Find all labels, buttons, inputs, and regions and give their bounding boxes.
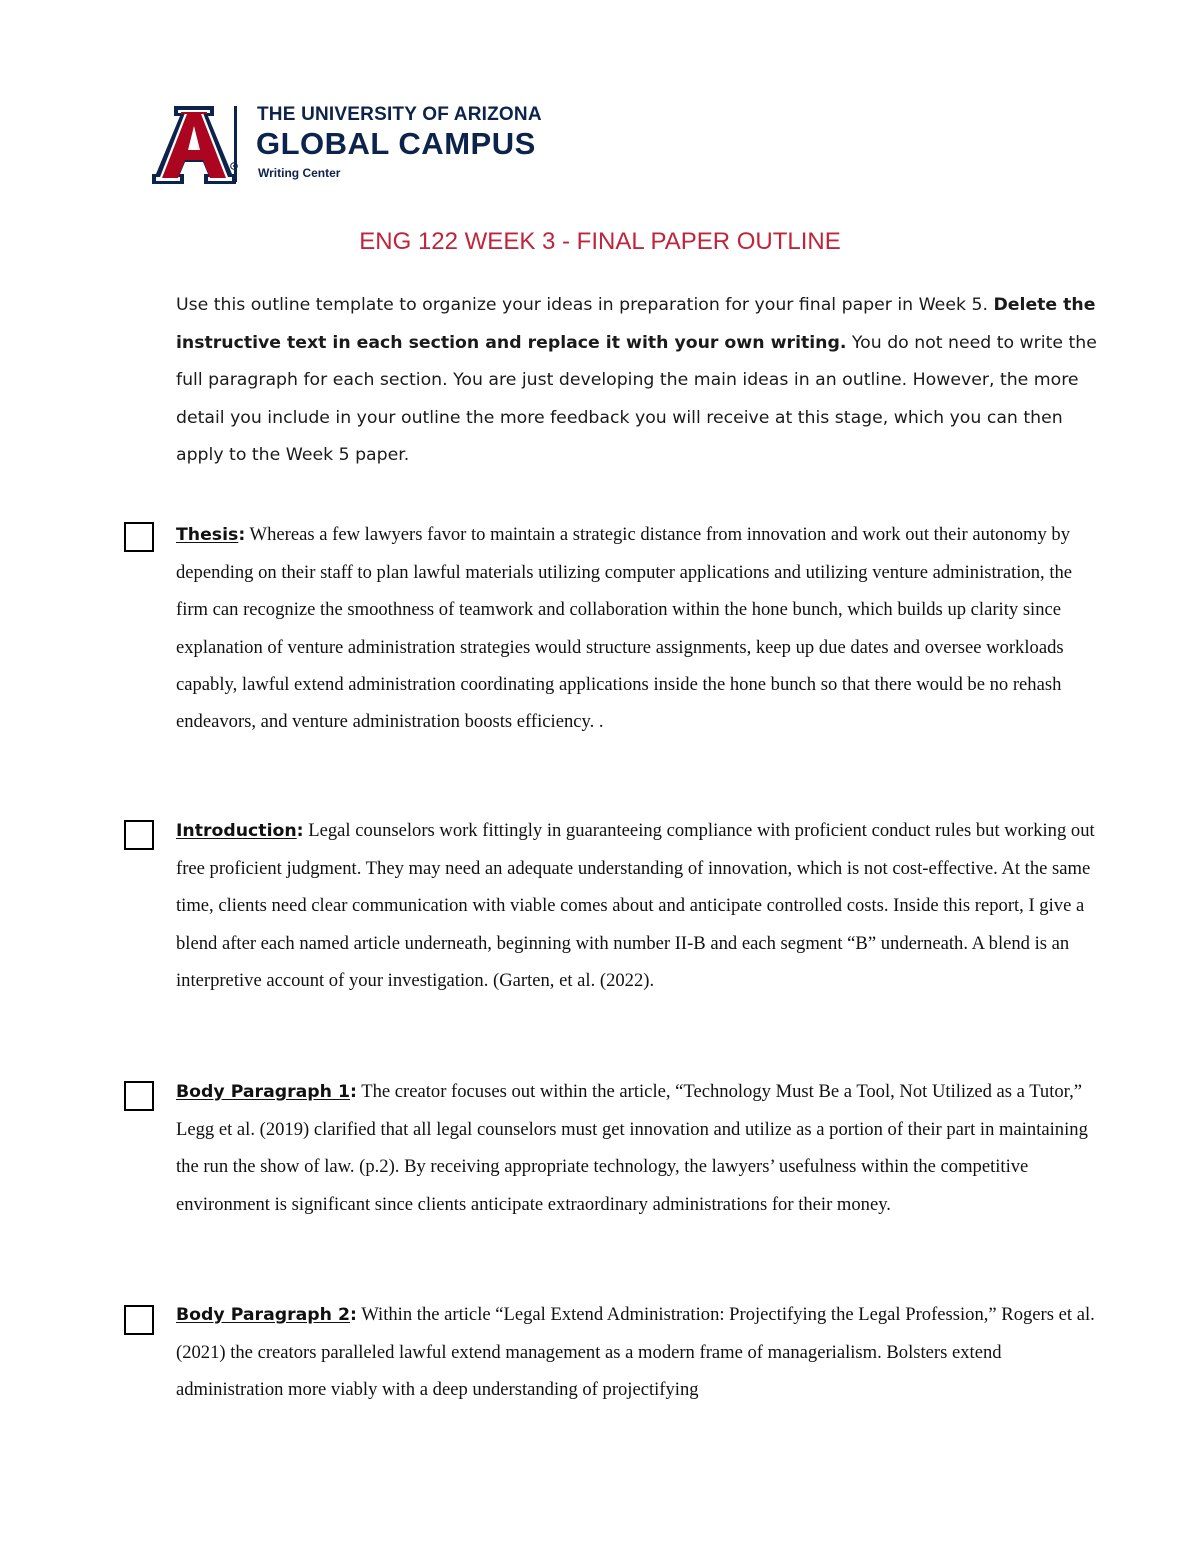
- instructions-bold: Delete the instructive text in each section and replace it with your own writing.: [176, 295, 1096, 353]
- thesis-section: [176, 516, 1101, 740]
- body-paragraph-1-label: Body Paragraph 1: [176, 1082, 351, 1102]
- body-paragraph-2-checkbox[interactable]: [124, 1305, 154, 1335]
- logo-university-name: THE UNIVERSITY OF ARIZONA: [257, 104, 542, 125]
- body-paragraph-1-section: [176, 1073, 1101, 1223]
- thesis-text: Whereas a few lawyers favor to maintain a strategic distance from innovation and work out their autonomy by depending on their staff to plan lawful materials utilizing computer applications and utilizing venture administration, the firm can recognize the smoothness of teamwork and collaboration within the hone bunch, which builds up clarity since explanation of venture administration strategies would structure assignments, keep up due dates and oversee workloads capably, lawful extend administration coordinating applications inside the hone bunch so that there would be no rehash endeavors, and venture administration boosts efficiency. .: [176, 524, 1073, 733]
- logo-writing-center: Writing Center: [258, 166, 341, 180]
- logo-divider: [234, 106, 237, 182]
- block-a-logo-icon: [152, 104, 236, 186]
- introduction-colon: :: [296, 821, 304, 841]
- logo-campus-name: GLOBAL CAMPUS: [256, 126, 536, 161]
- body-paragraph-1-text: The creator focuses out within the article, “Technology Must Be a Tool, Not Utilized as a Tutor,” Legg et al. (2019) clarified that all legal counselors must get innovation and utilize as a portion of their part in maintaining the run the show of law. (p.2). By receiving appropriate technology, the lawyers’ usefulness within the competitive environment is significant since clients anticipate extraordinary administrations for their money.: [176, 1081, 1088, 1215]
- instructions-rest: You do not need to write the full paragraph for each section. You are just developing the main ideas in an outline. However, the more detail you include in your outline the more feedback you will receive at this stage, which you can then apply to the Week 5 paper.: [176, 332, 1097, 465]
- thesis-checkbox[interactable]: [124, 522, 154, 552]
- body-paragraph-2-section: [176, 1296, 1101, 1409]
- thesis-label: Thesis: [176, 525, 239, 545]
- introduction-label: Introduction: [176, 821, 297, 841]
- thesis-colon: :: [238, 525, 246, 545]
- introduction-section: [176, 812, 1101, 999]
- body-paragraph-2-text: Within the article “Legal Extend Administration: Projectifying the Legal Profession,” Rogers et al. (2021) the creators paralleled lawful extend management as a modern frame of managerialism. Bolsters extend administration more viably with a deep understanding of projectifying: [176, 1304, 1095, 1401]
- page-title: ENG 122 WEEK 3 - FINAL PAPER OUTLINE: [359, 228, 841, 255]
- body-paragraph-1-checkbox[interactable]: [124, 1081, 154, 1111]
- body-paragraph-1-colon: :: [350, 1082, 357, 1102]
- instructions-lead: Use this outline template to organize your ideas in preparation for your final paper in Week 5.: [176, 295, 988, 315]
- body-paragraph-2-label: Body Paragraph 2: [176, 1305, 351, 1325]
- introduction-checkbox[interactable]: [124, 820, 154, 850]
- instructions-paragraph: [176, 287, 1106, 475]
- body-paragraph-2-colon: :: [350, 1305, 357, 1325]
- introduction-text: Legal counselors work fittingly in guaranteeing compliance with proficient conduct rules but working out free proficient judgment. They may need an adequate understanding of innovation, which is not cost-effective. At the same time, clients need clear communication with viable comes about and anticipate controlled costs. Inside this report, I give a blend after each named article underneath, beginning with number II-B and each segment “B” underneath. A blend is an interpretive account of your investigation. (Garten, et al. (2022).: [176, 820, 1095, 991]
